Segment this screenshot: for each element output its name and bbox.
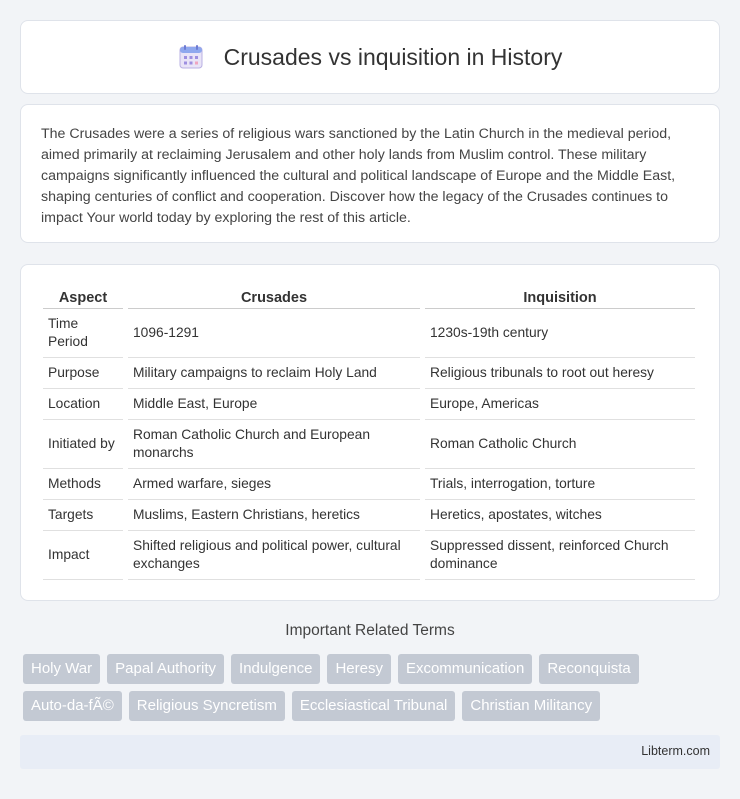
table-row [43,531,695,580]
header-card [20,20,720,94]
table-cell: Roman Catholic Church [425,420,695,469]
table-header-row [43,285,695,309]
tag-ecclesiastical-tribunal[interactable]: Ecclesiastical Tribunal [292,691,456,721]
table-cell: Europe, Americas [425,389,695,420]
column-header-aspect: Aspect [43,285,123,309]
table-cell: Armed warfare, sieges [128,469,420,500]
table-row [43,389,695,420]
tag-holy-war[interactable]: Holy War [23,654,100,684]
table-cell: Military campaigns to reclaim Holy Land [128,358,420,389]
table-cell: Heretics, apostates, witches [425,500,695,531]
intro-card [20,104,720,243]
table-cell: Methods [43,469,123,500]
comparison-table-card [20,264,720,601]
page-title: Crusades vs inquisition in History [223,43,563,70]
column-header-inquisition: Inquisition [425,285,695,309]
table-row [43,358,695,389]
table-cell: Purpose [43,358,123,389]
table-row [43,469,695,500]
table-cell: Religious tribunals to root out heresy [425,358,695,389]
related-terms-title: Important Related Terms [285,622,455,639]
table-row [43,420,695,469]
table-cell: Targets [43,500,123,531]
title-wrap [178,44,563,71]
table-cell: 1096-1291 [128,309,420,358]
footer [20,735,720,769]
column-header-crusades: Crusades [128,285,420,309]
tag-row [23,654,723,684]
table-cell: Time Period [43,309,123,358]
tag-religious-syncretism[interactable]: Religious Syncretism [129,691,285,721]
table-cell: Trials, interrogation, torture [425,469,695,500]
table-cell: Impact [43,531,123,580]
table-row [43,309,695,358]
footer-site-link[interactable]: Libterm.com [641,744,710,758]
tag-auto-da-fe[interactable]: Auto-da-fÃ© [23,691,122,721]
table-cell: Suppressed dissent, reinforced Church dominance [425,531,695,580]
tag-row [23,691,723,721]
table-cell: Initiated by [43,420,123,469]
calendar-icon [178,44,204,70]
intro-text: The Crusades were a series of religious wars sanctioned by the Latin Church in the medieval period, aimed primarily at reclaiming Jerusalem and other holy lands from Muslim control. These military campaigns significantly influenced the cultural and political landscape of Europe and the Middle East, shaping centuries of conflict and cooperation. Discover how the legacy of the Crusades continues to impact Your world today by exploring the rest of this article. [41,126,676,226]
tag-excommunication[interactable]: Excommunication [398,654,532,684]
tag-heresy[interactable]: Heresy [327,654,391,684]
tag-papal-authority[interactable]: Papal Authority [107,654,224,684]
tag-indulgence[interactable]: Indulgence [231,654,320,684]
tag-reconquista[interactable]: Reconquista [539,654,638,684]
table-cell: Middle East, Europe [128,389,420,420]
tag-christian-militancy[interactable]: Christian Militancy [462,691,600,721]
table-cell: 1230s-19th century [425,309,695,358]
table-cell: Muslims, Eastern Christians, heretics [128,500,420,531]
table-cell: Location [43,389,123,420]
table-row [43,500,695,531]
comparison-table [38,285,700,580]
related-terms-tags [23,654,723,728]
table-cell: Roman Catholic Church and European monarchs [128,420,420,469]
table-cell: Shifted religious and political power, cultural exchanges [128,531,420,580]
